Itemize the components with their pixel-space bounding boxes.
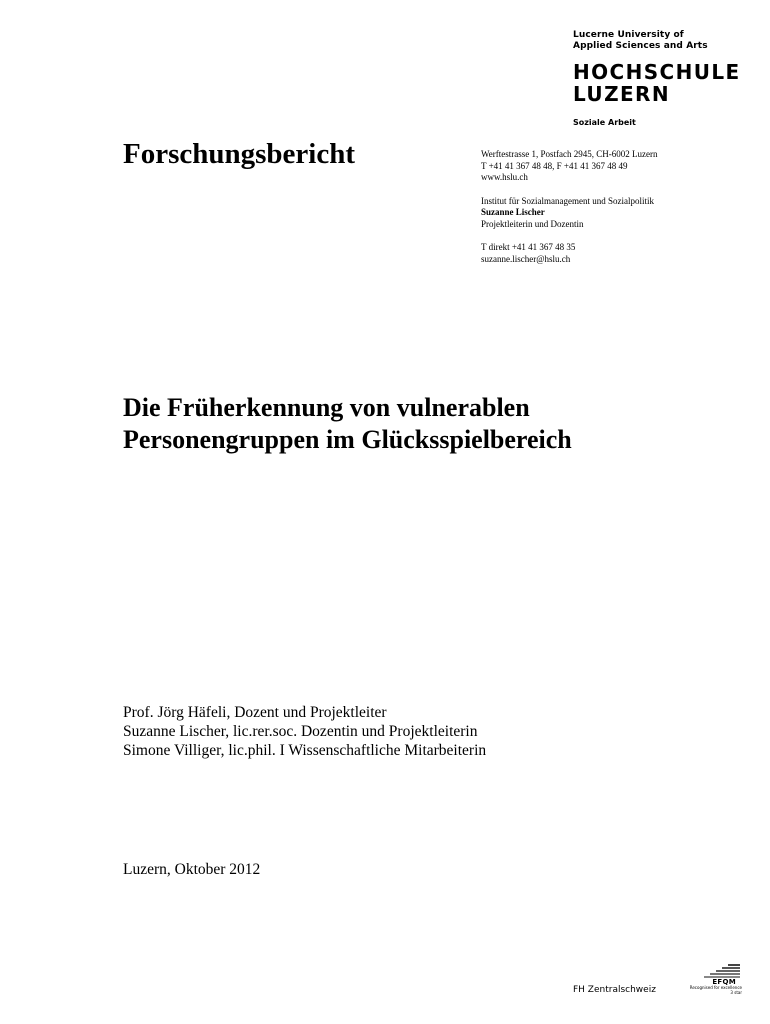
university-name-line-2: Applied Sciences and Arts (573, 41, 708, 51)
author-line: Suzanne Lischer, lic.rer.soc. Dozentin und Projektleiterin (123, 723, 478, 740)
report-title (123, 392, 572, 456)
contact-phone-fax: T +41 41 367 48 48, F +41 41 367 48 49 (481, 160, 628, 171)
author-line: Simone Villiger, lic.phil. I Wissenschaftliche Mitarbeiterin (123, 742, 487, 759)
contact-spacer (481, 184, 657, 196)
report-title-line-1: Die Früherkennung von vulnerablen (123, 393, 530, 422)
contact-spacer (481, 230, 657, 242)
footer-institution: FH Zentralschweiz (573, 985, 656, 995)
contact-address: Werftestrasse 1, Postfach 2945, CH-6002 Luzern (481, 149, 658, 159)
author-line: Prof. Jörg Häfeli, Dozent und Projektleiter (123, 704, 387, 721)
logo-wordmark-line-2: LUZERN (573, 82, 670, 106)
contact-person-role: Projektleiterin und Dozentin (481, 218, 584, 229)
efqm-subtitle-line-1: Recognised for excellence (689, 985, 742, 990)
university-name-line-1: Lucerne University of (573, 30, 684, 40)
efqm-subtitle (682, 986, 742, 995)
efqm-label: EFQM (712, 978, 736, 986)
university-logo (573, 30, 753, 128)
contact-email: suzanne.lischer@hslu.ch (481, 253, 571, 264)
author-list (123, 703, 486, 760)
place-and-date: Luzern, Oktober 2012 (123, 861, 261, 878)
contact-block (481, 149, 657, 265)
efqm-subtitle-line-2: 3 star (730, 989, 742, 995)
logo-wordmark-line-1: HOCHSCHULE (573, 60, 741, 84)
efqm-stairs-icon (702, 964, 740, 978)
contact-website: www.hslu.ch (481, 172, 528, 182)
efqm-logo (682, 964, 742, 998)
contact-institute: Institut für Sozialmanagement und Sozialpolitik (481, 195, 654, 206)
contact-direct-phone: T direkt +41 41 367 48 35 (481, 242, 576, 252)
department-name: Soziale Arbeit (573, 118, 636, 127)
report-title-line-2: Personengruppen im Glücksspielbereich (123, 425, 572, 454)
contact-person-name: Suzanne Lischer (481, 207, 545, 217)
report-type-heading: Forschungsbericht (123, 138, 355, 170)
